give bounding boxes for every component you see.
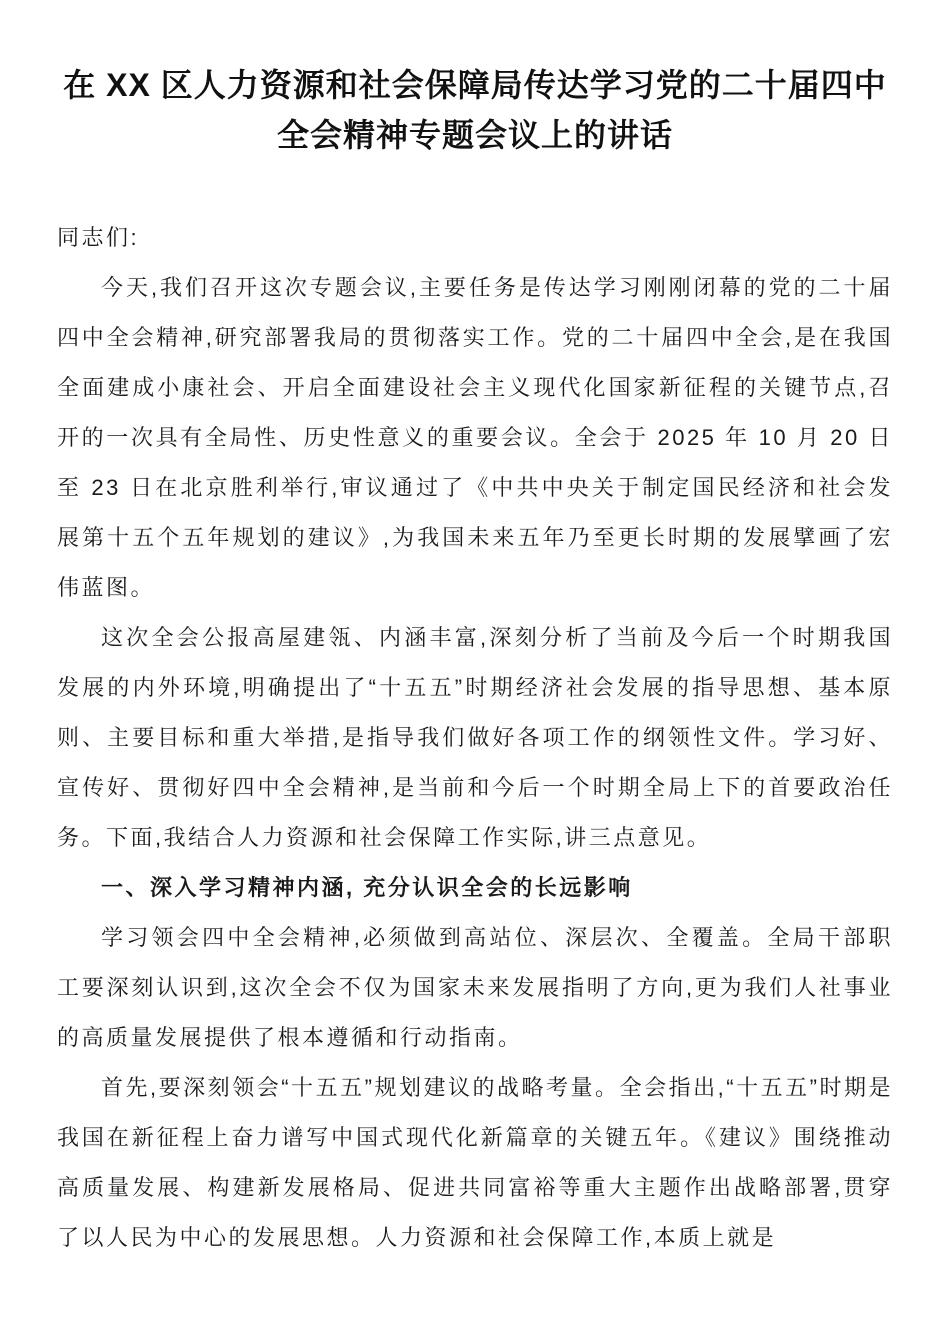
document-body — [57, 213, 893, 1263]
salutation: 同志们: — [57, 225, 140, 250]
paragraph-4: 首先,要深刻领会“十五五”规划建议的战略考量。全会指出,“十五五”时期是我国在新征程上奋力谱写中国式现代化新篇章的关键五年。《建议》围绕推动高质量发展、构建新发展格局、促进共同富裕等重大主题作出战略部署,贯穿了以人民为中心的发展思想。人力资源和社会保障工作,本质上就是 — [57, 1075, 893, 1250]
section-heading-1: 一、深入学习精神内涵, 充分认识全会的长远影响 — [101, 875, 633, 900]
document-title: 在 XX 区人力资源和社会保障局传达学习党的二十届四中全会精神专题会议上的讲话 — [63, 67, 887, 153]
paragraph-2: 这次全会公报高屋建瓴、内涵丰富,深刻分析了当前及今后一个时期我国发展的内外环境,明确提出了“十五五”时期经济社会发展的指导思想、基本原则、主要目标和重大举措,是指导我们做好各项工作的纲领性文件。学习好、宣传好、贯彻好四中全会精神,是当前和今后一个时期全局上下的首要政治任务。下面,我结合人力资源和社会保障工作实际,讲三点意见。 — [57, 625, 893, 850]
paragraph-1: 今天,我们召开这次专题会议,主要任务是传达学习刚刚闭幕的党的二十届四中全会精神,研究部署我局的贯彻落实工作。党的二十届四中全会,是在我国全面建成小康社会、开启全面建设社会主义现代化国家新征程的关键节点,召开的一次具有全局性、历史性意义的重要会议。全会于 2025 年 10 月 20 日至 23 日在北京胜利举行,审议通过了《中共中央关于制定国民经济和社会发展第十五个五年规划的建议》,为我国未来五年乃至更长时期的发展擘画了宏伟蓝图。 — [57, 275, 893, 600]
paragraph-3: 学习领会四中全会精神,必须做到高站位、深层次、全覆盖。全局干部职工要深刻认识到,这次全会不仅为国家未来发展指明了方向,更为我们人社事业的高质量发展提供了根本遵循和行动指南。 — [57, 925, 893, 1050]
